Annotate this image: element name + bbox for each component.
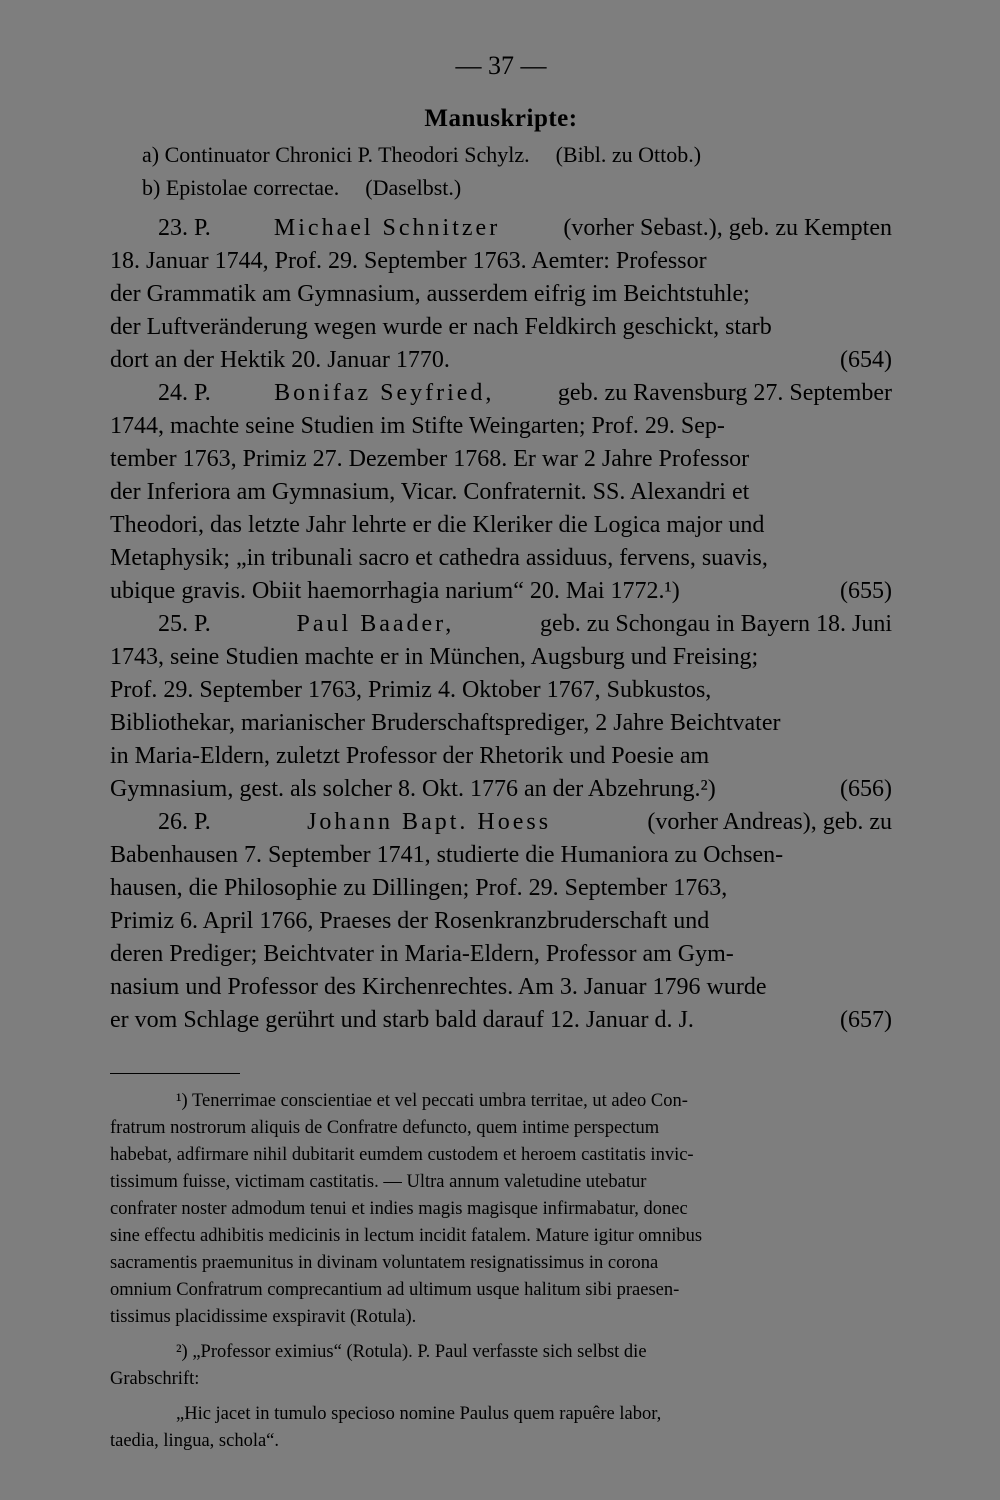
epitaph-line bbox=[110, 1401, 892, 1428]
entry-text: dort an der Hektik 20. Januar 1770. bbox=[110, 347, 450, 373]
entry-text: deren Prediger; Beichtvater in Maria-Eldern, Professor am Gym- bbox=[110, 941, 734, 967]
manuscripts-heading: Manuskripte: bbox=[424, 105, 578, 132]
entry-25-line-1 bbox=[110, 608, 892, 641]
entry-number: 23. P. bbox=[158, 215, 211, 241]
entry-number: 24. P. bbox=[158, 380, 211, 406]
entry-23-line-1 bbox=[110, 212, 892, 245]
entry-number-ref: (657) bbox=[840, 1007, 892, 1033]
entry-number-ref: (654) bbox=[840, 347, 892, 373]
entry-text: Primiz 6. April 1766, Praeses der Rosenkranzbruderschaft und bbox=[110, 908, 710, 934]
person-name: Johann Bapt. Hoess bbox=[307, 809, 552, 835]
entry-text: hausen, die Philosophie zu Dillingen; Prof. 29. September 1763, bbox=[110, 875, 728, 901]
entry-number-ref: (656) bbox=[840, 776, 892, 802]
footnote-text: tissimum fuisse, victimam castitatis. — Ultra annum valetudine utebatur bbox=[110, 1172, 647, 1192]
entry-25-line-3 bbox=[110, 674, 892, 707]
entry-24-line-4 bbox=[110, 476, 892, 509]
entry-number: 25. P. bbox=[158, 611, 211, 637]
manuscript-location: (Daselbst.) bbox=[365, 175, 462, 200]
manuscript-title: b) Epistolae correctae. bbox=[142, 175, 340, 200]
entry-number-ref: (655) bbox=[840, 578, 892, 604]
entry-text: nasium und Professor des Kirchenrechtes. Am 3. Januar 1796 wurde bbox=[110, 974, 767, 1000]
entry-number: 26. P. bbox=[158, 809, 211, 835]
entry-23-line-2 bbox=[110, 245, 892, 278]
entry-text: Babenhausen 7. September 1741, studierte die Humaniora zu Ochsen- bbox=[110, 842, 784, 868]
footnote-1-line bbox=[110, 1169, 892, 1196]
footnote-text: tissimus placidissime exspiravit (Rotula). bbox=[110, 1307, 417, 1327]
entry-text: Metaphysik; „in tribunali sacro et cathedra assiduus, fervens, suavis, bbox=[110, 545, 768, 571]
entry-text: Prof. 29. September 1763, Primiz 4. Oktober 1767, Subkustos, bbox=[110, 677, 712, 703]
entry-24-line-6 bbox=[110, 542, 892, 575]
page-number: — 37 — bbox=[455, 51, 547, 80]
entry-25-line-4 bbox=[110, 707, 892, 740]
footnote-text: omnium Confratrum comprecantium ad ultimum usque halitum sibi praesen- bbox=[110, 1280, 680, 1300]
entry-text: ubique gravis. Obiit haemorrhagia narium“ 20. Mai 1772.¹) bbox=[110, 578, 680, 604]
entry-text: geb. zu Ravensburg 27. September bbox=[557, 380, 892, 406]
footnote-text: habebat, adfirmare nihil dubitarit eumdem custodem et heroem castitatis invic- bbox=[110, 1145, 694, 1165]
entry-text: (vorher Sebast.), geb. zu Kempten bbox=[563, 215, 892, 241]
biographical-entries bbox=[110, 212, 892, 1037]
footnote-2-line bbox=[110, 1339, 892, 1366]
footnote-text: ¹) Tenerrimae conscientiae et vel peccati umbra territae, ut adeo Con- bbox=[176, 1091, 688, 1111]
entry-23-line-4 bbox=[110, 311, 892, 344]
entry-text: (vorher Andreas), geb. zu bbox=[647, 809, 892, 835]
footnotes bbox=[110, 1088, 892, 1455]
manuscript-item-b bbox=[110, 171, 892, 204]
manuscript-item-a bbox=[110, 138, 892, 171]
epitaph-text: taedia, lingua, schola“. bbox=[110, 1431, 280, 1451]
manuscript-location: (Bibl. zu Ottob.) bbox=[555, 142, 702, 167]
person-name: Michael Schnitzer bbox=[273, 215, 501, 241]
entry-text: der Inferiora am Gymnasium, Vicar. Confraternit. SS. Alexandri et bbox=[110, 479, 750, 505]
manuscript-title: a) Continuator Chronici P. Theodori Schylz. bbox=[142, 142, 530, 167]
footnote-text: Grabschrift: bbox=[110, 1369, 200, 1389]
entry-text: Bibliothekar, marianischer Bruderschaftsprediger, 2 Jahre Beichtvater bbox=[110, 710, 781, 736]
entry-25-line-5 bbox=[110, 740, 892, 773]
footnote-text: sine effectu adhibitis medicinis in lectum incidit fatalem. Mature igitur omnibus bbox=[110, 1226, 703, 1246]
epitaph-line bbox=[110, 1428, 892, 1455]
footnote-1-line bbox=[110, 1250, 892, 1277]
entry-26-line-1 bbox=[110, 806, 892, 839]
entry-text: Gymnasium, gest. als solcher 8. Okt. 1776 an der Abzehrung.²) bbox=[110, 776, 716, 802]
entry-text: 1743, seine Studien machte er in München, Augsburg und Freising; bbox=[110, 644, 759, 670]
entry-26-line-4 bbox=[110, 905, 892, 938]
entry-26-line-7 bbox=[110, 1004, 892, 1037]
entry-text: er vom Schlage gerührt und starb bald darauf 12. Januar d. J. bbox=[110, 1007, 694, 1033]
footnote-1-line bbox=[110, 1304, 892, 1331]
entry-24-line-1 bbox=[110, 377, 892, 410]
entry-text: 1744, machte seine Studien im Stifte Weingarten; Prof. 29. Sep- bbox=[110, 413, 725, 439]
entry-text: Theodori, das letzte Jahr lehrte er die Kleriker die Logica major und bbox=[110, 512, 765, 538]
entry-26-line-6 bbox=[110, 971, 892, 1004]
epitaph-text: „Hic jacet in tumulo specioso nomine Paulus quem rapuêre labor, bbox=[176, 1404, 662, 1424]
footnote-1-line bbox=[110, 1277, 892, 1304]
entry-23-line-5 bbox=[110, 344, 892, 377]
entry-24-line-2 bbox=[110, 410, 892, 443]
entry-25-line-6 bbox=[110, 773, 892, 806]
footnote-text: fratrum nostrorum aliquis de Confratre defuncto, quem intime perspectum bbox=[110, 1118, 660, 1138]
entry-24-line-5 bbox=[110, 509, 892, 542]
footnote-text: sacramentis praemunitus in divinam voluntatem resignatissimus in corona bbox=[110, 1253, 659, 1273]
footnote-1-line bbox=[110, 1223, 892, 1250]
entry-25-line-2 bbox=[110, 641, 892, 674]
person-name: Paul Baader, bbox=[296, 611, 455, 637]
footnote-1-line bbox=[110, 1142, 892, 1169]
entry-26-line-3 bbox=[110, 872, 892, 905]
footnote-text: confrater noster admodum tenui et indies magis magisque infirmabatur, donec bbox=[110, 1199, 688, 1219]
footnote-text: ²) „Professor eximius“ (Rotula). P. Paul verfasste sich selbst die bbox=[176, 1342, 647, 1362]
entry-text: der Luftveränderung wegen wurde er nach Feldkirch geschickt, starb bbox=[110, 314, 772, 340]
entry-text: geb. zu Schongau in Bayern 18. Juni bbox=[540, 611, 892, 637]
footnote-1-line bbox=[110, 1115, 892, 1142]
entry-text: in Maria-Eldern, zuletzt Professor der Rhetorik und Poesie am bbox=[110, 743, 710, 769]
entry-24-line-3 bbox=[110, 443, 892, 476]
entry-text: 18. Januar 1744, Prof. 29. September 1763. Aemter: Professor bbox=[110, 248, 707, 274]
entry-text: der Grammatik am Gymnasium, ausserdem eifrig im Beichtstuhle; bbox=[110, 281, 750, 307]
entry-text: tember 1763, Primiz 27. Dezember 1768. Er war 2 Jahre Professor bbox=[110, 446, 750, 472]
entry-23-line-3 bbox=[110, 278, 892, 311]
person-name: Bonifaz Seyfried, bbox=[274, 380, 495, 406]
entry-26-line-5 bbox=[110, 938, 892, 971]
footnote-1-line bbox=[110, 1196, 892, 1223]
footnote-2-line bbox=[110, 1366, 892, 1393]
entry-24-line-7 bbox=[110, 575, 892, 608]
entry-26-line-2 bbox=[110, 839, 892, 872]
footnote-separator bbox=[110, 1073, 240, 1074]
footnote-1-line bbox=[110, 1088, 892, 1115]
